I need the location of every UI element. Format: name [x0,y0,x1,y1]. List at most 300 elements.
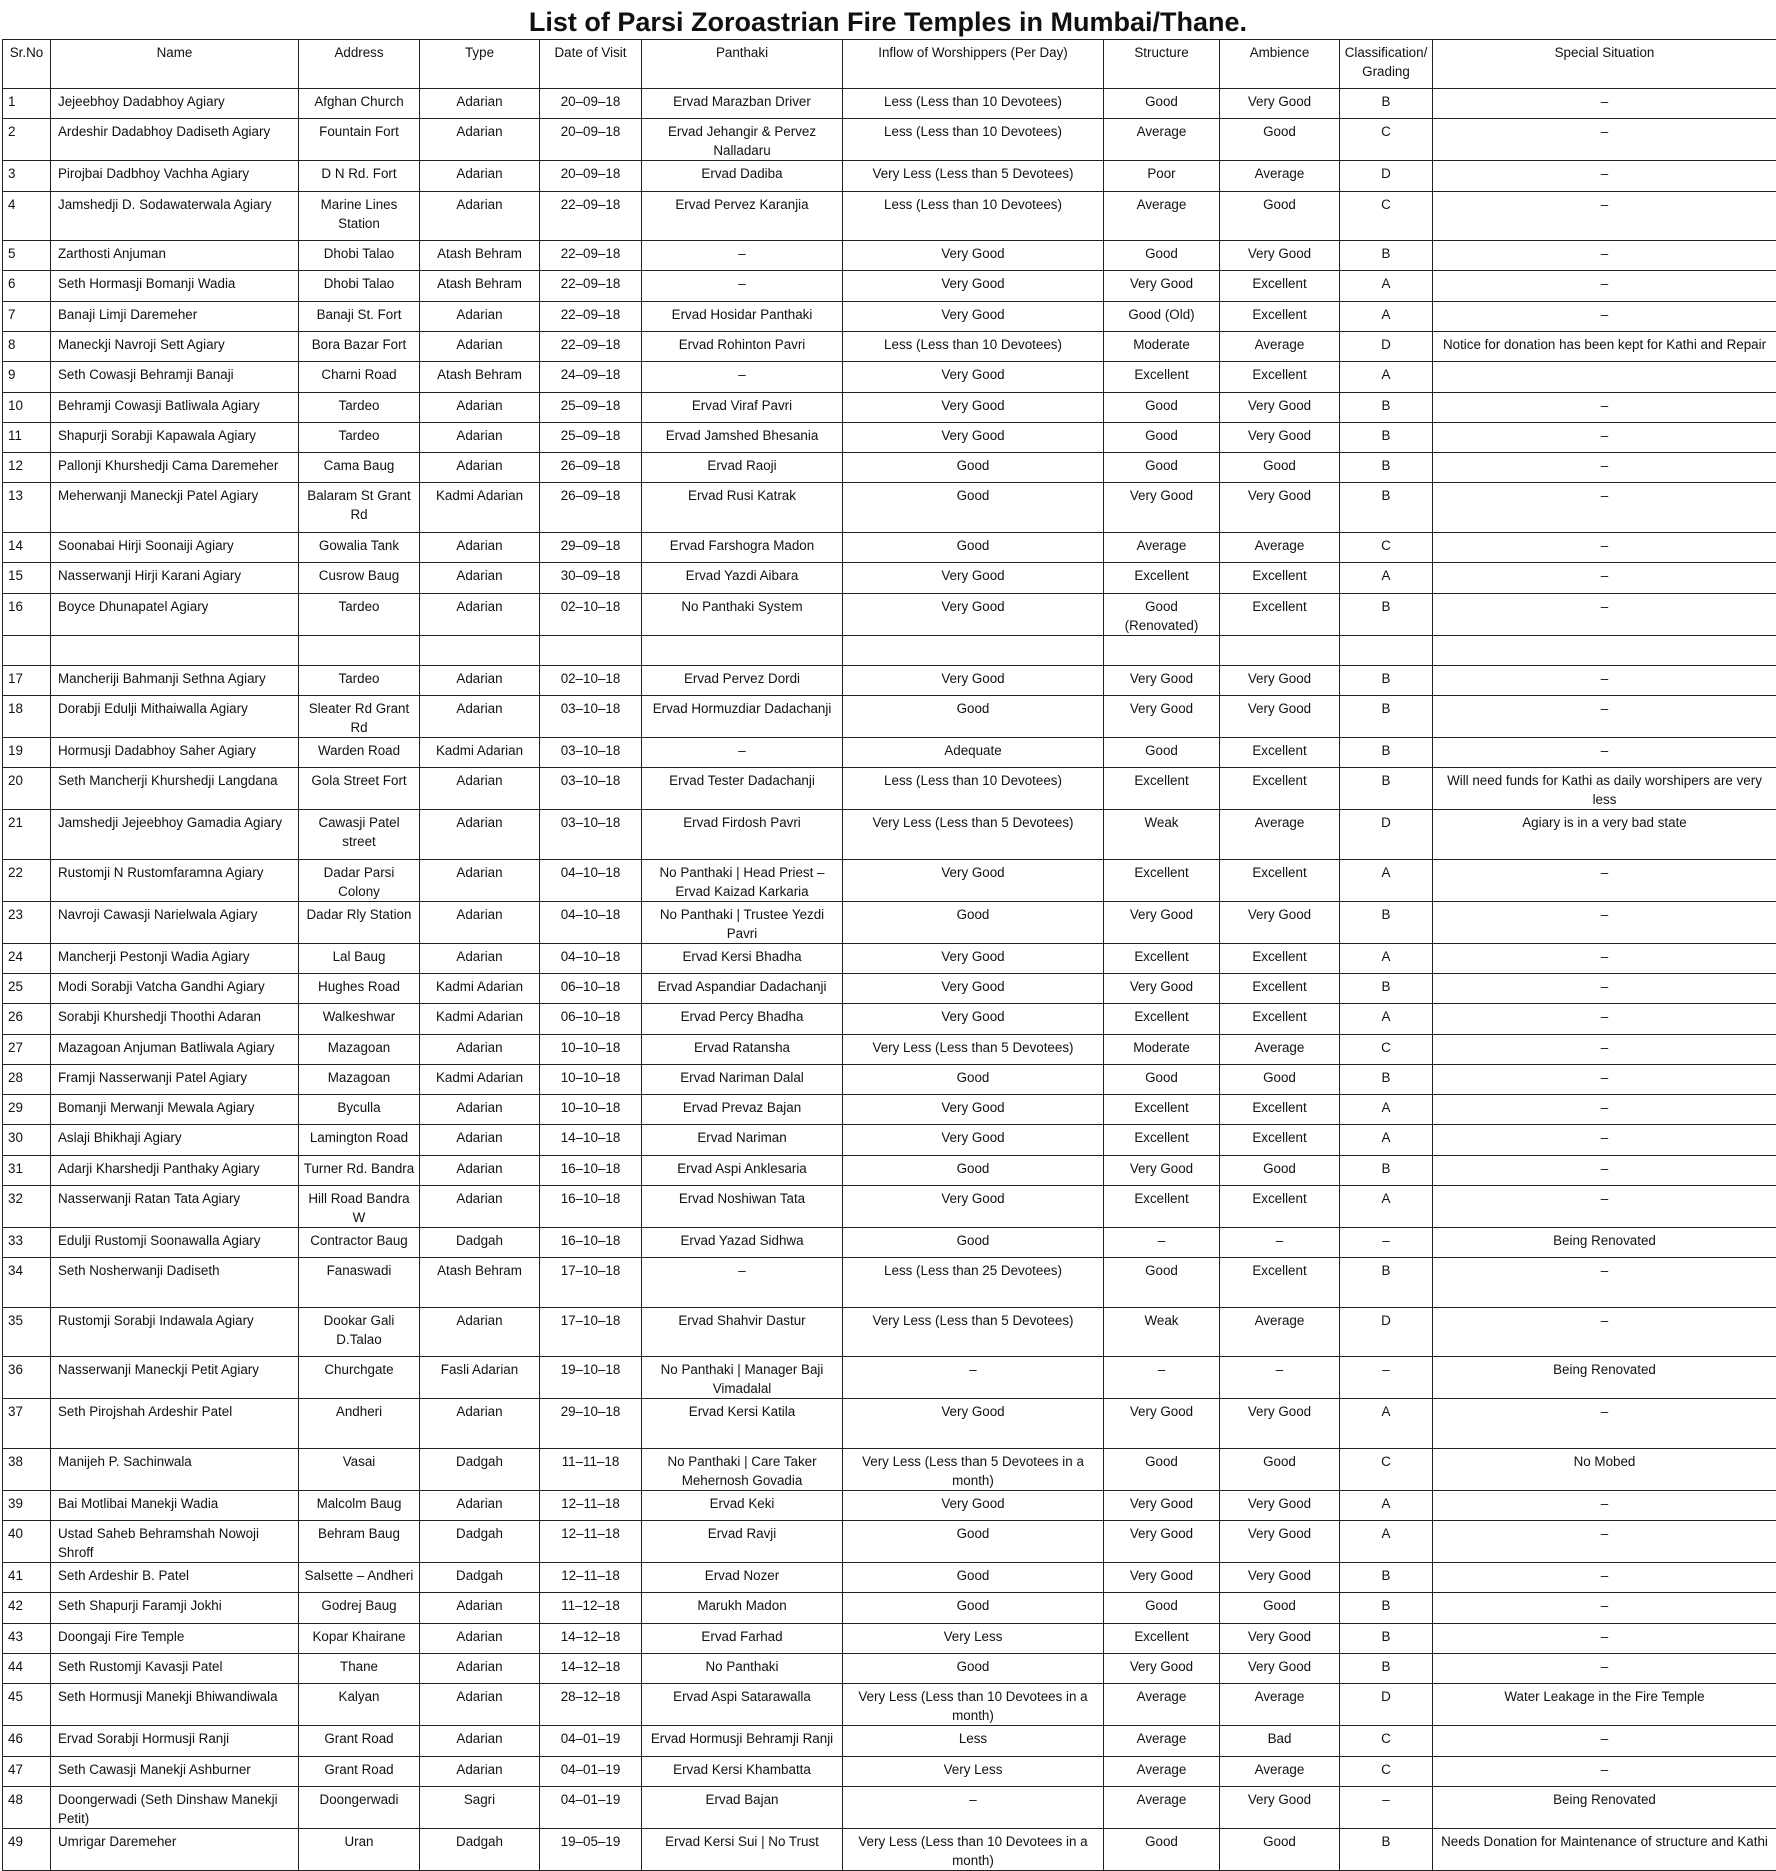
cell-inflow: Good [843,483,1104,533]
cell-grading: B [1340,665,1433,695]
cell-special-situation: – [1433,1258,1776,1308]
cell-special-situation: Agiary is in a very bad state [1433,810,1776,860]
cell-grading: A [1340,563,1433,593]
cell-name: Ervad Sorabji Hormusji Ranji [51,1726,299,1756]
cell-inflow: Very Good [843,241,1104,271]
cell-structure: Very Good [1104,973,1220,1003]
cell-panthaki: Ervad Aspi Anklesaria [642,1155,843,1185]
cell-panthaki: Ervad Prevaz Bajan [642,1095,843,1125]
cell-structure: Weak [1104,1307,1220,1357]
cell-address: Cawasji Patel street [299,810,420,860]
column-header-date-of-visit: Date of Visit [540,40,642,89]
cell-special-situation: – [1433,563,1776,593]
cell-inflow: Less [843,1726,1104,1756]
table-row [3,532,1776,562]
cell-inflow: Very Less (Less than 10 Devotees in a month) [843,1684,1104,1726]
cell-date-of-visit: 11–12–18 [540,1593,642,1623]
cell-sr-no: 14 [3,532,51,562]
cell-special-situation: – [1433,119,1776,161]
cell-ambience: Average [1220,161,1340,191]
table-row [3,973,1776,1003]
cell-special-situation: – [1433,1034,1776,1064]
cell-name: Seth Cawasji Manekji Ashburner [51,1756,299,1786]
cell-address: Kalyan [299,1684,420,1726]
cell-type: Adarian [420,301,540,331]
cell-name: Maneckji Navroji Sett Agiary [51,331,299,361]
table-row [3,1448,1776,1490]
cell-structure: Average [1104,1756,1220,1786]
cell-address: Fountain Fort [299,119,420,161]
cell-special-situation: – [1433,89,1776,119]
cell-type: Adarian [420,1095,540,1125]
cell-grading: D [1340,1307,1433,1357]
cell-special-situation: – [1433,737,1776,767]
cell-address: Tardeo [299,593,420,635]
cell-ambience: Excellent [1220,301,1340,331]
cell-type: Adarian [420,422,540,452]
cell-structure: Very Good [1104,483,1220,533]
cell-sr-no: 28 [3,1064,51,1094]
cell-panthaki [642,635,843,665]
cell-sr-no: 30 [3,1125,51,1155]
cell-ambience: Very Good [1220,422,1340,452]
cell-address: Cama Baug [299,453,420,483]
cell-name: Ustad Saheb Behramshah Nowoji Shroff [51,1521,299,1563]
cell-panthaki: Ervad Aspi Satarawalla [642,1684,843,1726]
cell-ambience: Average [1220,810,1340,860]
cell-type: Adarian [420,532,540,562]
cell-date-of-visit: 20–09–18 [540,89,642,119]
cell-inflow: Good [843,1654,1104,1684]
cell-special-situation: No Mobed [1433,1448,1776,1490]
table-row [3,1684,1776,1726]
cell-structure: Excellent [1104,563,1220,593]
cell-structure: Average [1104,119,1220,161]
cell-date-of-visit: 04–01–19 [540,1756,642,1786]
cell-name: Framji Nasserwanji Patel Agiary [51,1064,299,1094]
cell-ambience: Very Good [1220,1654,1340,1684]
cell-structure: Average [1104,1786,1220,1828]
cell-name: Zarthosti Anjuman [51,241,299,271]
cell-panthaki: Ervad Percy Bhadha [642,1004,843,1034]
cell-address: Tardeo [299,422,420,452]
cell-date-of-visit: 26–09–18 [540,453,642,483]
cell-date-of-visit: 25–09–18 [540,422,642,452]
cell-special-situation: – [1433,1064,1776,1094]
cell-panthaki: Ervad Jehangir & Pervez Nalladaru [642,119,843,161]
cell-ambience: Good [1220,453,1340,483]
cell-special-situation: – [1433,191,1776,241]
cell-name: Jamshedji D. Sodawaterwala Agiary [51,191,299,241]
cell-type: Atash Behram [420,1258,540,1308]
cell-sr-no: 13 [3,483,51,533]
cell-type: Kadmi Adarian [420,1064,540,1094]
cell-sr-no: 1 [3,89,51,119]
column-header-special-situation: Special Situation [1433,40,1776,89]
cell-ambience: Excellent [1220,271,1340,301]
cell-structure: Very Good [1104,1521,1220,1563]
cell-date-of-visit: 04–10–18 [540,901,642,943]
cell-structure: Moderate [1104,331,1220,361]
cell-sr-no: 12 [3,453,51,483]
cell-grading: B [1340,1654,1433,1684]
cell-structure: Very Good [1104,1399,1220,1449]
cell-grading: A [1340,1399,1433,1449]
cell-sr-no: 3 [3,161,51,191]
cell-type: Adarian [420,1155,540,1185]
cell-structure: Good (Renovated) [1104,593,1220,635]
cell-sr-no: 34 [3,1258,51,1308]
cell-ambience: Very Good [1220,89,1340,119]
cell-structure: – [1104,1357,1220,1399]
table-row [3,665,1776,695]
cell-panthaki: Ervad Marazban Driver [642,89,843,119]
table-row [3,241,1776,271]
cell-sr-no: 24 [3,943,51,973]
cell-sr-no: 6 [3,271,51,301]
cell-name: Dorabji Edulji Mithaiwalla Agiary [51,695,299,737]
cell-structure: Good [1104,1593,1220,1623]
table-row [3,1399,1776,1449]
cell-sr-no: 43 [3,1623,51,1653]
cell-structure: Very Good [1104,901,1220,943]
cell-grading: B [1340,737,1433,767]
cell-date-of-visit: 03–10–18 [540,695,642,737]
cell-structure: Weak [1104,810,1220,860]
cell-date-of-visit: 22–09–18 [540,241,642,271]
cell-type: Adarian [420,161,540,191]
table-row [3,1654,1776,1684]
cell-inflow: Very Good [843,1095,1104,1125]
cell-structure: Very Good [1104,695,1220,737]
cell-grading: A [1340,1490,1433,1520]
cell-sr-no: 37 [3,1399,51,1449]
cell-name: Seth Hormasji Bomanji Wadia [51,271,299,301]
cell-inflow: Very Good [843,943,1104,973]
cell-special-situation: – [1433,1095,1776,1125]
cell-name: Seth Nosherwanji Dadiseth [51,1258,299,1308]
cell-type: Adarian [420,191,540,241]
cell-date-of-visit: 04–10–18 [540,859,642,901]
cell-name: Banaji Limji Daremeher [51,301,299,331]
cell-ambience: Excellent [1220,973,1340,1003]
cell-panthaki: Ervad Hosidar Panthaki [642,301,843,331]
cell-sr-no: 15 [3,563,51,593]
cell-ambience: Good [1220,191,1340,241]
cell-name: Boyce Dhunapatel Agiary [51,593,299,635]
cell-structure: Good [1104,422,1220,452]
cell-ambience: Excellent [1220,859,1340,901]
cell-inflow: Very Less (Less than 5 Devotees) [843,810,1104,860]
cell-type: Adarian [420,1726,540,1756]
cell-panthaki: Ervad Kersi Bhadha [642,943,843,973]
cell-grading: B [1340,483,1433,533]
cell-structure: Average [1104,532,1220,562]
table-body [3,89,1776,1871]
cell-name: Mancherji Pestonji Wadia Agiary [51,943,299,973]
cell-grading: B [1340,453,1433,483]
fire-temples-table [2,39,1776,1871]
cell-sr-no: 25 [3,973,51,1003]
cell-inflow: Very Less (Less than 5 Devotees) [843,1034,1104,1064]
cell-name: Meherwanji Maneckji Patel Agiary [51,483,299,533]
cell-name: Navroji Cawasji Narielwala Agiary [51,901,299,943]
column-header-name: Name [51,40,299,89]
cell-name: Seth Shapurji Faramji Jokhi [51,1593,299,1623]
cell-inflow: Very Good [843,1186,1104,1228]
cell-grading: A [1340,301,1433,331]
cell-date-of-visit: 25–09–18 [540,392,642,422]
cell-panthaki: Ervad Tester Dadachanji [642,768,843,810]
cell-structure: Moderate [1104,1034,1220,1064]
cell-name: Pallonji Khurshedji Cama Daremeher [51,453,299,483]
column-header-panthaki: Panthaki [642,40,843,89]
cell-type: Kadmi Adarian [420,737,540,767]
cell-name: Umrigar Daremeher [51,1828,299,1870]
cell-type: Atash Behram [420,241,540,271]
cell-date-of-visit: 06–10–18 [540,1004,642,1034]
cell-grading: D [1340,161,1433,191]
cell-panthaki: Ervad Noshiwan Tata [642,1186,843,1228]
cell-ambience: Excellent [1220,1004,1340,1034]
cell-address: Afghan Church [299,89,420,119]
cell-address: Kopar Khairane [299,1623,420,1653]
cell-name: Doongaji Fire Temple [51,1623,299,1653]
cell-name: Shapurji Sorabji Kapawala Agiary [51,422,299,452]
cell-date-of-visit: 10–10–18 [540,1034,642,1064]
table-row [3,1307,1776,1357]
cell-panthaki: Ervad Jamshed Bhesania [642,422,843,452]
cell-ambience: Very Good [1220,665,1340,695]
cell-date-of-visit: 22–09–18 [540,301,642,331]
cell-address: Contractor Baug [299,1228,420,1258]
table-row [3,1756,1776,1786]
cell-date-of-visit: 03–10–18 [540,768,642,810]
table-row [3,1034,1776,1064]
cell-grading: B [1340,1593,1433,1623]
cell-ambience: Average [1220,1034,1340,1064]
cell-panthaki: No Panthaki | Head Priest – Ervad Kaizad Karkaria [642,859,843,901]
cell-name: Seth Pirojshah Ardeshir Patel [51,1399,299,1449]
cell-address: Grant Road [299,1726,420,1756]
cell-grading: A [1340,943,1433,973]
cell-date-of-visit: 03–10–18 [540,737,642,767]
cell-panthaki: Ervad Hormuzdiar Dadachanji [642,695,843,737]
table-row [3,1004,1776,1034]
cell-inflow: Good [843,532,1104,562]
cell-sr-no: 39 [3,1490,51,1520]
cell-sr-no: 41 [3,1563,51,1593]
cell-grading: B [1340,392,1433,422]
cell-date-of-visit: 22–09–18 [540,331,642,361]
cell-ambience: Very Good [1220,241,1340,271]
cell-panthaki: No Panthaki | Care Taker Mehernosh Govadia [642,1448,843,1490]
cell-address: Dhobi Talao [299,271,420,301]
cell-sr-no: 2 [3,119,51,161]
cell-special-situation: – [1433,301,1776,331]
cell-address: Behram Baug [299,1521,420,1563]
cell-inflow: Very Less (Less than 10 Devotees in a month) [843,1828,1104,1870]
cell-panthaki: Ervad Rohinton Pavri [642,331,843,361]
cell-inflow: Very Good [843,563,1104,593]
cell-address: Malcolm Baug [299,1490,420,1520]
cell-sr-no: 33 [3,1228,51,1258]
cell-ambience: Excellent [1220,563,1340,593]
table-row [3,768,1776,810]
cell-inflow: Good [843,1155,1104,1185]
cell-panthaki: Ervad Kersi Katila [642,1399,843,1449]
cell-inflow: Very Good [843,973,1104,1003]
cell-structure: Good (Old) [1104,301,1220,331]
table-row [3,635,1776,665]
cell-sr-no: 31 [3,1155,51,1185]
cell-grading: B [1340,768,1433,810]
cell-panthaki: Ervad Nariman [642,1125,843,1155]
cell-grading: A [1340,1125,1433,1155]
cell-address: D N Rd. Fort [299,161,420,191]
cell-name: Nasserwanji Hirji Karani Agiary [51,563,299,593]
cell-ambience: Excellent [1220,362,1340,392]
cell-inflow: Good [843,453,1104,483]
cell-panthaki: Ervad Aspandiar Dadachanji [642,973,843,1003]
cell-ambience: Excellent [1220,1125,1340,1155]
cell-special-situation: – [1433,901,1776,943]
cell-panthaki: Ervad Kersi Sui | No Trust [642,1828,843,1870]
cell-inflow: Very Good [843,362,1104,392]
cell-grading: B [1340,973,1433,1003]
cell-date-of-visit: 12–11–18 [540,1490,642,1520]
cell-inflow: Very Less (Less than 5 Devotees) [843,1307,1104,1357]
cell-panthaki: Ervad Hormusji Behramji Ranji [642,1726,843,1756]
cell-address: Lamington Road [299,1125,420,1155]
cell-structure: Good [1104,1448,1220,1490]
cell-sr-no: 47 [3,1756,51,1786]
cell-special-situation: – [1433,271,1776,301]
cell-ambience: Average [1220,1756,1340,1786]
cell-sr-no: 21 [3,810,51,860]
cell-ambience: Excellent [1220,768,1340,810]
cell-address: Thane [299,1654,420,1684]
cell-type: Adarian [420,1399,540,1449]
table-row [3,563,1776,593]
cell-ambience: Excellent [1220,943,1340,973]
cell-name: Seth Ardeshir B. Patel [51,1563,299,1593]
cell-date-of-visit: 12–11–18 [540,1521,642,1563]
cell-type: Dadgah [420,1828,540,1870]
cell-inflow: Adequate [843,737,1104,767]
cell-panthaki: Ervad Yazdi Aibara [642,563,843,593]
cell-panthaki: No Panthaki | Manager Baji Vimadalal [642,1357,843,1399]
cell-address: Hill Road Bandra W [299,1186,420,1228]
cell-type [420,635,540,665]
cell-inflow: Very Good [843,1399,1104,1449]
cell-inflow [843,635,1104,665]
table-row [3,422,1776,452]
cell-type: Kadmi Adarian [420,483,540,533]
cell-structure: Excellent [1104,859,1220,901]
cell-type: Atash Behram [420,362,540,392]
cell-special-situation: – [1433,532,1776,562]
cell-structure: Good [1104,1828,1220,1870]
cell-inflow: Very Less [843,1623,1104,1653]
cell-name: Adarji Kharshedji Panthaky Agiary [51,1155,299,1185]
cell-address: Walkeshwar [299,1004,420,1034]
cell-inflow: Less (Less than 10 Devotees) [843,89,1104,119]
cell-name: Rustomji Sorabji Indawala Agiary [51,1307,299,1357]
cell-inflow: Very Less [843,1756,1104,1786]
cell-grading: A [1340,859,1433,901]
cell-date-of-visit: 17–10–18 [540,1258,642,1308]
cell-type: Atash Behram [420,271,540,301]
cell-structure: Excellent [1104,1095,1220,1125]
cell-special-situation: – [1433,1623,1776,1653]
cell-panthaki: No Panthaki [642,1654,843,1684]
cell-type: Adarian [420,1593,540,1623]
cell-address: Balaram St Grant Rd [299,483,420,533]
cell-inflow: Good [843,1064,1104,1094]
table-row [3,119,1776,161]
cell-panthaki: Ervad Farhad [642,1623,843,1653]
cell-type: Adarian [420,859,540,901]
cell-panthaki: Ervad Firdosh Pavri [642,810,843,860]
column-header-address: Address [299,40,420,89]
cell-sr-no: 42 [3,1593,51,1623]
cell-ambience: Very Good [1220,1399,1340,1449]
cell-date-of-visit: 02–10–18 [540,593,642,635]
table-row [3,191,1776,241]
cell-structure: Average [1104,191,1220,241]
table-row [3,1357,1776,1399]
cell-sr-no: 19 [3,737,51,767]
cell-structure: Excellent [1104,768,1220,810]
table-row [3,1521,1776,1563]
cell-inflow: – [843,1786,1104,1828]
cell-special-situation: – [1433,1726,1776,1756]
table-row [3,901,1776,943]
cell-special-situation: Being Renovated [1433,1357,1776,1399]
cell-type: Adarian [420,89,540,119]
cell-inflow: Less (Less than 25 Devotees) [843,1258,1104,1308]
cell-special-situation: Notice for donation has been kept for Kathi and Repair [1433,331,1776,361]
table-row [3,1095,1776,1125]
cell-inflow: Good [843,1593,1104,1623]
cell-inflow: Very Good [843,422,1104,452]
cell-address: Charni Road [299,362,420,392]
column-header-grading: Classification/ Grading [1340,40,1433,89]
cell-structure: Excellent [1104,1125,1220,1155]
cell-structure: Very Good [1104,1490,1220,1520]
cell-grading: A [1340,1521,1433,1563]
cell-name: Ardeshir Dadabhoy Dadiseth Agiary [51,119,299,161]
table-row [3,859,1776,901]
cell-name: Sorabji Khurshedji Thoothi Adaran [51,1004,299,1034]
cell-inflow: Very Good [843,392,1104,422]
cell-ambience: Very Good [1220,1563,1340,1593]
cell-date-of-visit [540,635,642,665]
cell-ambience [1220,635,1340,665]
cell-ambience: Very Good [1220,695,1340,737]
cell-special-situation: Needs Donation for Maintenance of structure and Kathi [1433,1828,1776,1870]
cell-date-of-visit: 30–09–18 [540,563,642,593]
cell-sr-no: 9 [3,362,51,392]
cell-address: Bora Bazar Fort [299,331,420,361]
cell-grading: C [1340,191,1433,241]
table-row [3,737,1776,767]
cell-type: Adarian [420,901,540,943]
cell-grading: B [1340,1828,1433,1870]
cell-ambience: Excellent [1220,1095,1340,1125]
cell-address: Lal Baug [299,943,420,973]
